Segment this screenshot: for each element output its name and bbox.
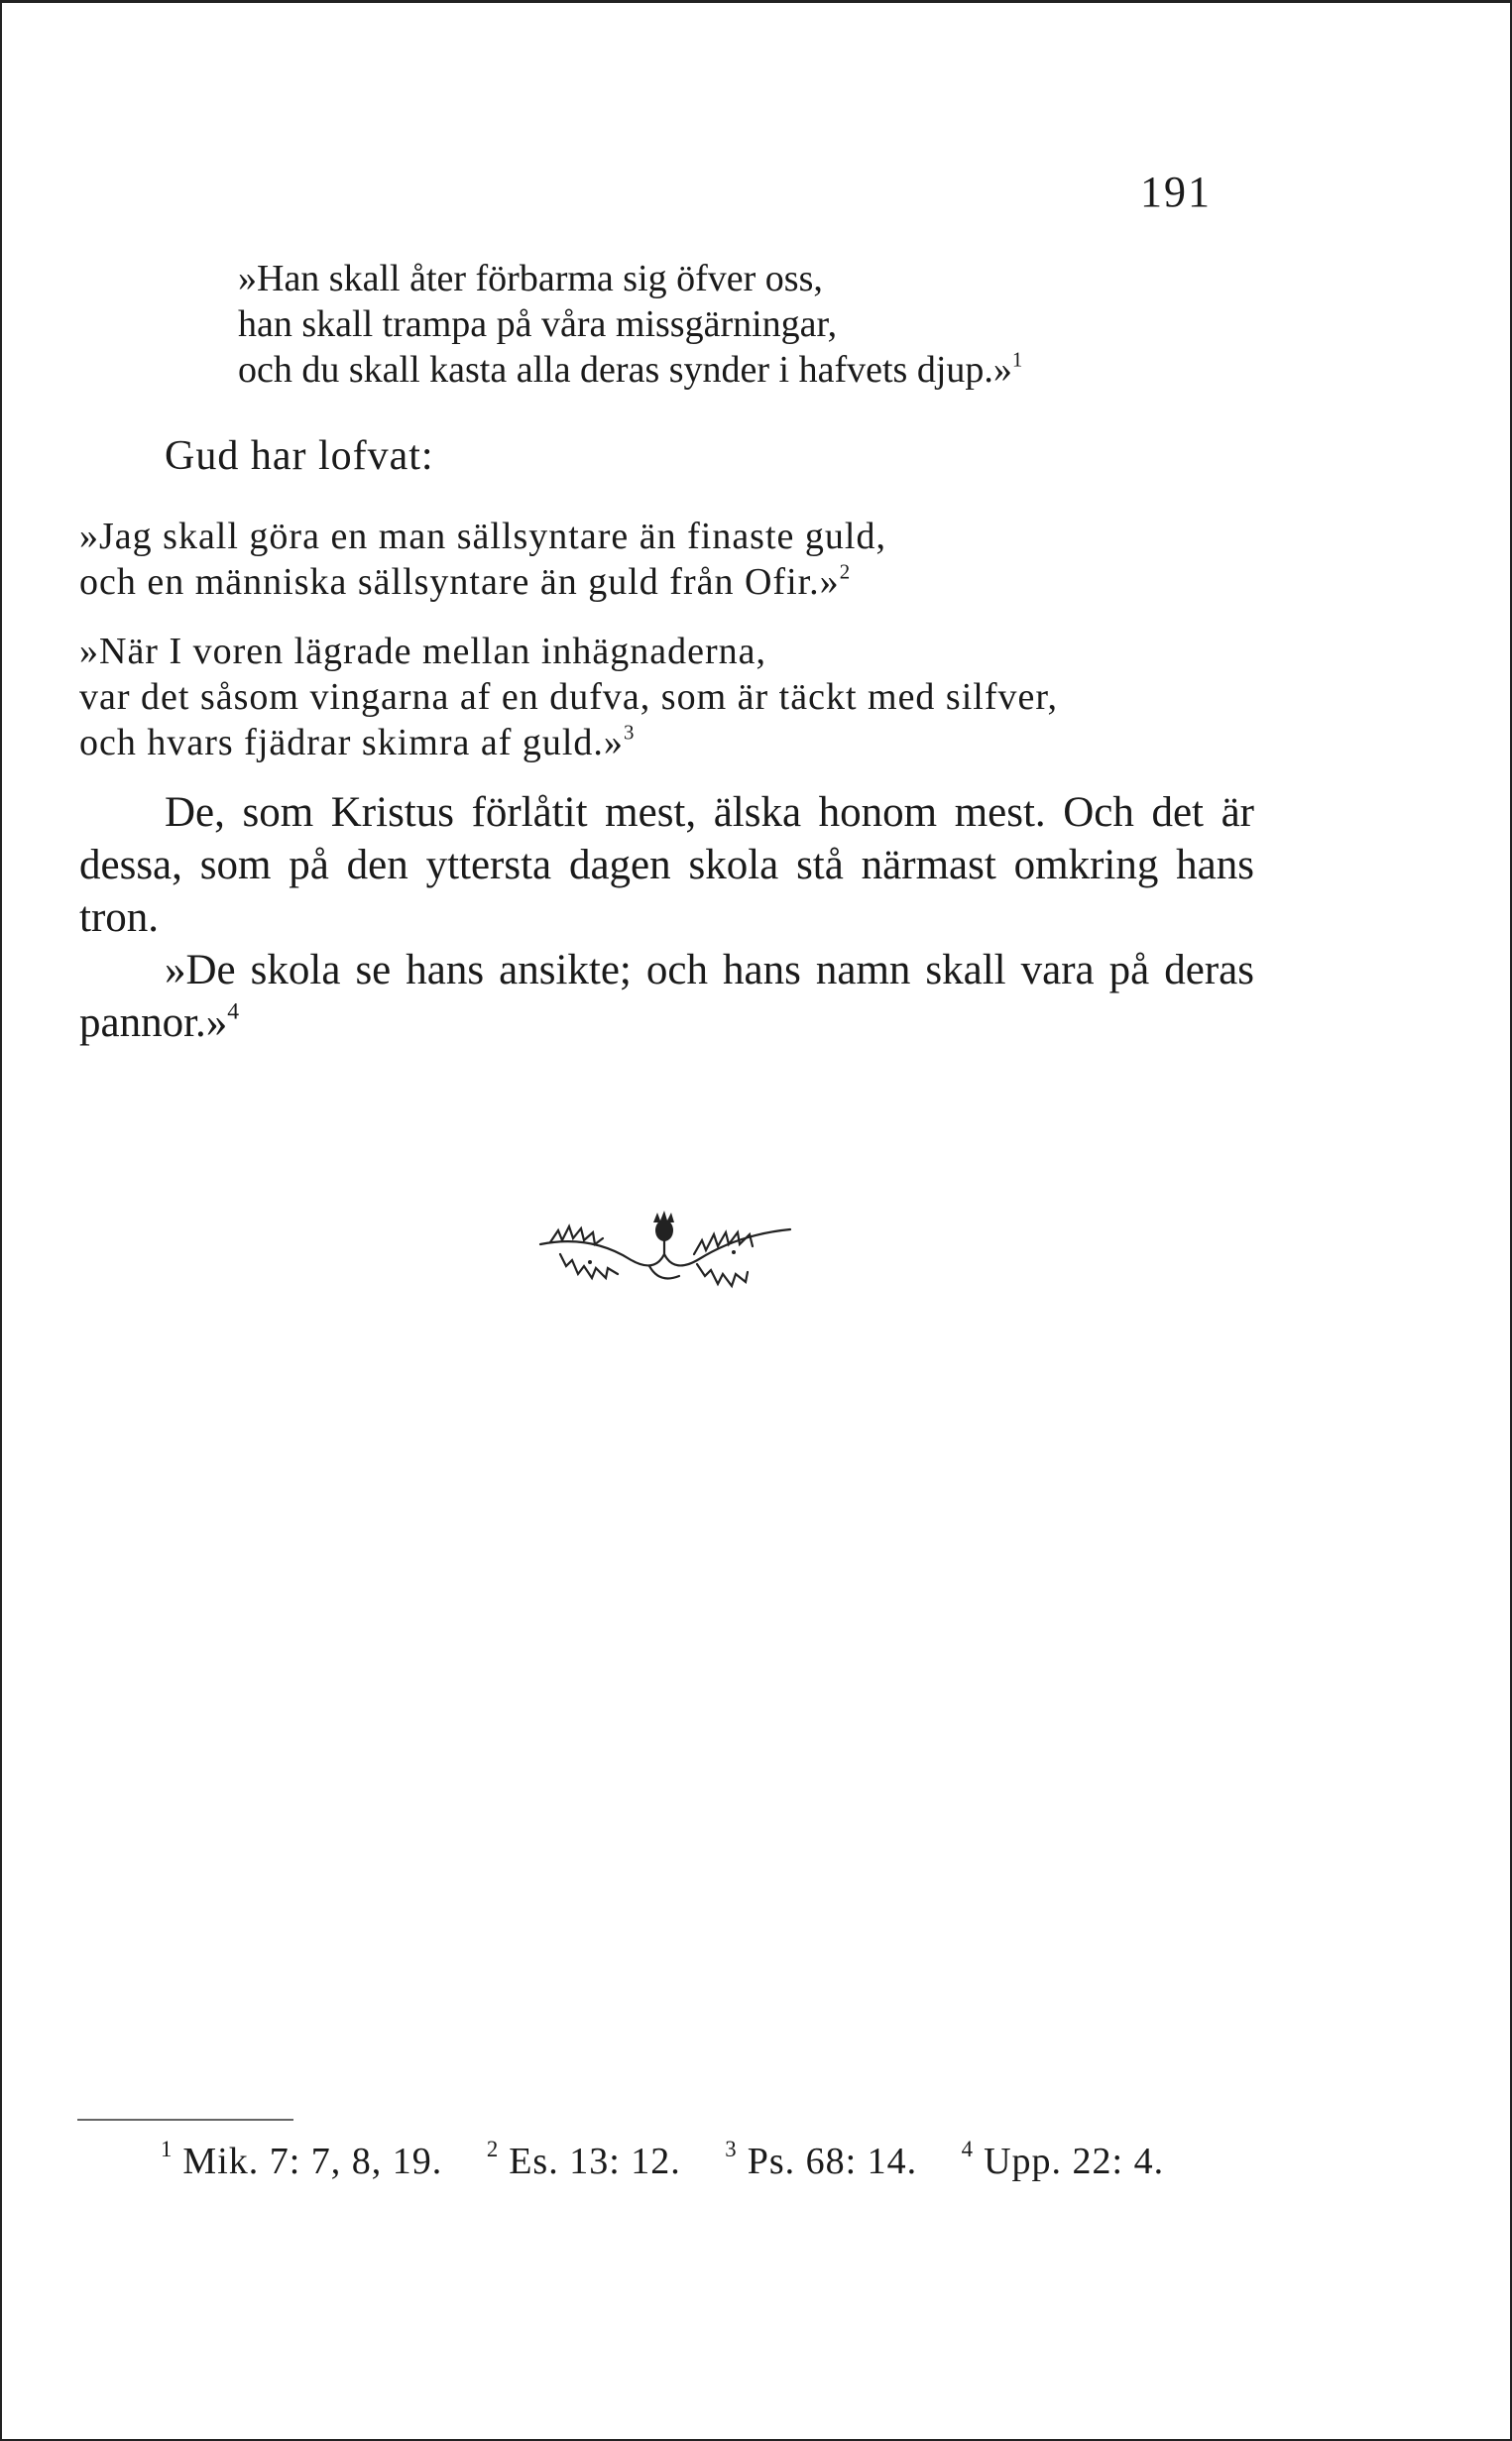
verse-psalm: [79, 629, 1058, 765]
footnote-ref[interactable]: 3: [623, 720, 636, 745]
footnotes: [161, 2136, 1198, 2183]
footnote-ref[interactable]: 4: [227, 998, 240, 1025]
footnote-ref[interactable]: 1: [1011, 347, 1023, 372]
verse-micah: [238, 256, 1022, 393]
verse-line: och du skall kasta alla deras synder i hafvets djup.»$^1$: [238, 347, 1023, 391]
footnote-divider: [77, 2119, 293, 2121]
verse-isaiah: [79, 514, 886, 605]
page-number: 191: [1140, 168, 1212, 216]
thistle-ornament-icon: [530, 1205, 798, 1294]
verse-line: »När I voren lägrade mellan inhägnaderna,: [79, 631, 767, 672]
intro-line: Gud har lofvat:: [165, 433, 434, 479]
footnote: $^4$ Upp. 22: 4.: [961, 2136, 1165, 2182]
verse-line: och en människa sällsyntare än guld från Ofir.»$^2$: [79, 559, 852, 603]
verse-line: »Jag skall göra en man sällsyntare än finaste guld,: [79, 516, 886, 557]
verse-line: »Han skall åter förbarma sig öfver oss,: [238, 258, 823, 299]
verse-line: och hvars fjädrar skimra af guld.»$^3$: [79, 720, 636, 763]
footnote-ref[interactable]: 2: [839, 559, 852, 584]
paragraph: De, som Kristus förlåtit mest, älska honom mest. Och det är dessa, som på den yttersta dagen skola stå närmast omkring hans tron.: [79, 789, 1254, 941]
body-text: [79, 786, 1254, 1049]
footnote: $^2$ Es. 13: 12.: [486, 2136, 681, 2182]
footnote: $^1$ Mik. 7: 7, 8, 19.: [161, 2136, 443, 2182]
verse-line: var det såsom vingarna af en dufva, som är täckt med silfver,: [79, 676, 1058, 718]
footnote: $^3$ Ps. 68: 14.: [725, 2136, 918, 2182]
paragraph: »De skola se hans ansikte; och hans namn skall vara på deras pannor.»$^4$: [79, 947, 1254, 1046]
verse-line: han skall trampa på våra missgärningar,: [238, 303, 838, 345]
